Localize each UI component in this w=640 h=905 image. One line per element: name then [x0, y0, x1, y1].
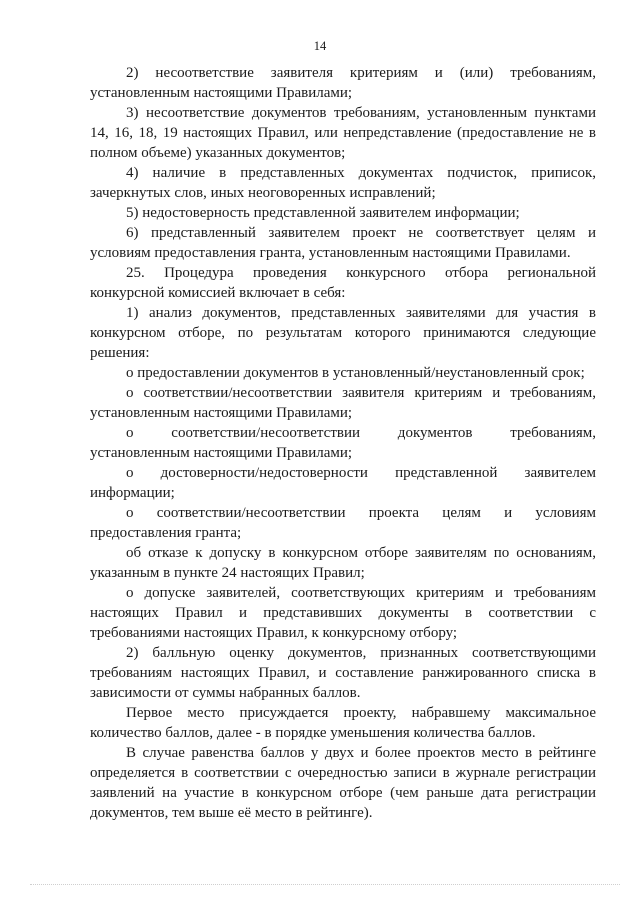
decision-item: об отказе к допуску в конкурсном отборе заявителям по основаниям, указанным в пункте 24 настоящих Правил; [90, 545, 596, 581]
decision-item: о соответствии/несоответствии проекта целям и условиям предоставления гранта; [90, 505, 596, 541]
page-number: 14 [313, 39, 327, 53]
decision-item: о соответствии/несоответствии документов требованиям, установленным настоящими Правилами; [90, 425, 596, 461]
paragraph-item-3: 3) несоответствие документов требованиям, установленным пунктами 14, 16, 18, 19 настоящих Правил, или непредставление (предоставление не в полном объеме) указанных документов; [90, 105, 596, 161]
decision-item: о соответствии/несоответствии заявителя критериям и требованиям, установленным настоящими Правилами; [90, 385, 596, 421]
paragraph-clause-25: 25. Процедура проведения конкурсного отбора региональной конкурсной комиссией включает в себя: [90, 265, 596, 301]
paragraph-item-2: 2) несоответствие заявителя критериям и (или) требованиям, установленным настоящими Правилами; [90, 65, 596, 101]
paragraph-subitem-2: 2) балльную оценку документов, признанных соответствующими требованиям настоящих Правил, и составление ранжированного списка в зависимости от суммы набранных баллов. [90, 645, 596, 701]
decision-item: о достоверности/недостоверности представленной заявителем информации; [90, 465, 596, 501]
body-text [90, 63, 596, 823]
decision-item: о предоставлении документов в установленный/неустановленный срок; [126, 365, 585, 381]
decision-item: о допуске заявителей, соответствующих критериям и требованиям настоящих Правил и представивших документы в соответствии с требованиями настоящих Правил, к конкурсному отбору; [90, 585, 596, 641]
paragraph-item-4: 4) наличие в представленных документах подчисток, приписок, зачеркнутых слов, иных неоговоренных исправлений; [90, 165, 596, 201]
paragraph-item-5: 5) недостоверность представленной заявителем информации; [126, 205, 520, 221]
paragraph-subitem-1: 1) анализ документов, представленных заявителями для участия в конкурсном отборе, по результатам которого принимаются следующие решения: [90, 305, 596, 361]
paragraph-first-place: Первое место присуждается проекту, набравшему максимальное количество баллов, далее - в порядке уменьшения количества баллов. [90, 705, 596, 741]
paragraph-tie-rule: В случае равенства баллов у двух и более проектов место в рейтинге определяется в соответствии с очередностью записи в журнале регистрации заявлений на участие в конкурсном отборе (чем раньше дата регистрации документов, тем выше её место в рейтинге). [90, 745, 596, 821]
scan-edge-divider [30, 884, 620, 886]
paragraph-item-6: 6) представленный заявителем проект не соответствует целям и условиям предоставления гранта, установленным настоящими Правилами. [90, 225, 596, 261]
